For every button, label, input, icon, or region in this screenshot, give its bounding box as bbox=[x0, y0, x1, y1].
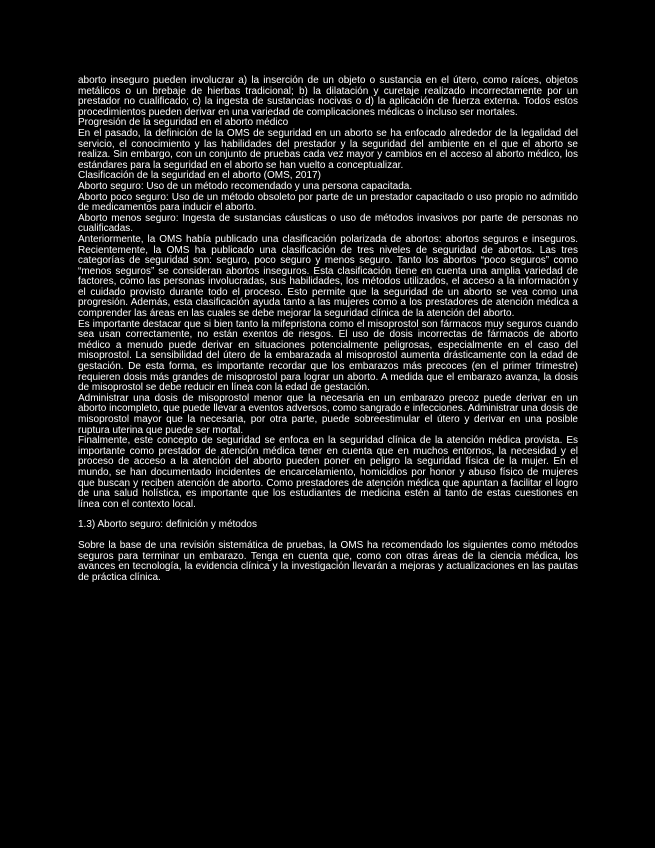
intro-paragraph: aborto inseguro pueden involucrar a) la inserción de un objeto o sustancia en el útero, como raíces, objetos metálicos o un brebaje de hierbas tradicional; b) la dilatación y curetaje realizado incorrectamente por un prestador no cualificado; c) la ingesta de sustancias nocivas o d) la aplicación de fuerza externa. Todos estos procedimientos pueden derivar en una variedad de complicaciones médicas o incluso ser mortales. bbox=[78, 75, 578, 118]
progression-title: Progresión de la seguridad en el aborto médico bbox=[78, 117, 289, 129]
classification-item-least-safe: Aborto menos seguro: Ingesta de sustancias cáusticas o uso de métodos invasivos por parte de personas no cualificadas. bbox=[78, 212, 578, 235]
previous-classification-paragraph: Anteriormente, la OMS había publicado una clasificación polarizada de abortos: abortos seguros e inseguros. Recientemente, la OMS ha publicado una clasificación de tres niveles de seguridad de abortos. Las tres categorías de seguridad son: seguro, poco seguro y menos seguro. Tanto los abortos “poco seguros” como “menos seguros” se consideran abortos inseguros. Esta clasificación tiene en cuenta una amplia variedad de factores, como las personas involucradas, sus habilidades, los métodos utilizados, el acceso a la información y el cuidado provisto durante todo el proceso. Esto permite que la seguridad de un aborto se vea como una progresión. Además, esta clasificación ayuda tanto a las mujeres como a los prestadores de atención médica a comprender las áreas en las cuales se debe mejorar la seguridad clínica de la atención del aborto. bbox=[78, 233, 578, 320]
section-heading: 1.3) Aborto seguro: definición y métodos bbox=[78, 519, 257, 531]
classification-item-safe: Aborto seguro: Uso de un método recomendado y una persona capacitada. bbox=[78, 180, 413, 192]
systematic-review-paragraph: Sobre la base de una revisión sistemática de pruebas, la OMS ha recomendado los siguientes como métodos seguros para terminar un embarazo. Tenga en cuenta que, como con otras áreas de la ciencia médica, los avances en tecnología, la evidencia clínica y la investigación llevarán a mejoras y actualizaciones en las pautas de práctica clínica. bbox=[78, 539, 578, 583]
misoprostol-paragraph: Es importante destacar que si bien tanto la mifepristona como el misoprostol son fármacos muy seguros cuando sea usan correctamente, no están exentos de riesgos. El uso de dosis incorrectas de fármacos de aborto médico a menudo puede derivar en situaciones potencialmente peligrosas, especialmente en el caso del misoprostol. La sensibilidad del útero de la embarazada al misoprostol aumenta drásticamente con la edad de gestación. De esta forma, es importante recordar que los embarazos más precoces (en el primer trimestre) requieren dosis más grandes de misoprostol para lograr un aborto. A medida que el embarazo avanza, la dosis de misoprostol se debe reducir en línea con la edad de gestación. bbox=[78, 318, 578, 394]
classification-item-less-safe: Aborto poco seguro: Uso de un método obsoleto por parte de un prestador capacitado o uso propio no admitido de medicamentos para inducir el aborto. bbox=[78, 191, 578, 214]
finally-paragraph: Finalmente, este concepto de seguridad se enfoca en la seguridad clínica de la atención médica provista. Es importante como prestador de atención médica tener en cuenta que en muchos entornos, la necesidad y el proceso de acceso a la atención del aborto pueden poner en peligro la seguridad física de la mujer. En el mundo, se han documentado incidentes de encarcelamiento, homicidios por honor y abuso físico de mujeres que buscan y reciben atención de aborto. Como prestadores de atención médica que apuntan a facilitar el logro de una salud holística, es importante que los estudiantes de medicina estén al tanto de estas cuestiones en línea con el contexto local. bbox=[78, 435, 578, 510]
dosage-paragraph: Administrar una dosis de misoprostol menor que la necesaria en un embarazo precoz puede derivar en un aborto incompleto, que puede llevar a eventos adversos, como sangrado e infecciones. Administrar una dosis de misoprostol mayor que la necesaria, por otra parte, puede sobreestimular el útero y derivar en una posible ruptura uterina que puede ser mortal. bbox=[78, 392, 578, 436]
document-page bbox=[78, 76, 578, 583]
classification-title: Clasificación de la seguridad en el aborto (OMS, 2017) bbox=[78, 170, 321, 182]
progression-paragraph: En el pasado, la definición de la OMS de seguridad en un aborto se ha enfocado alrededor de la legalidad del servicio, el conocimiento y las habilidades del prestador y la seguridad del ambiente en el que el aborto se realiza. Sin embargo, con un conjunto de pruebas cada vez mayor y cambios en el acceso al aborto médico, los estándares para la seguridad en el aborto se han vuelto a conceptualizar. bbox=[78, 127, 578, 171]
